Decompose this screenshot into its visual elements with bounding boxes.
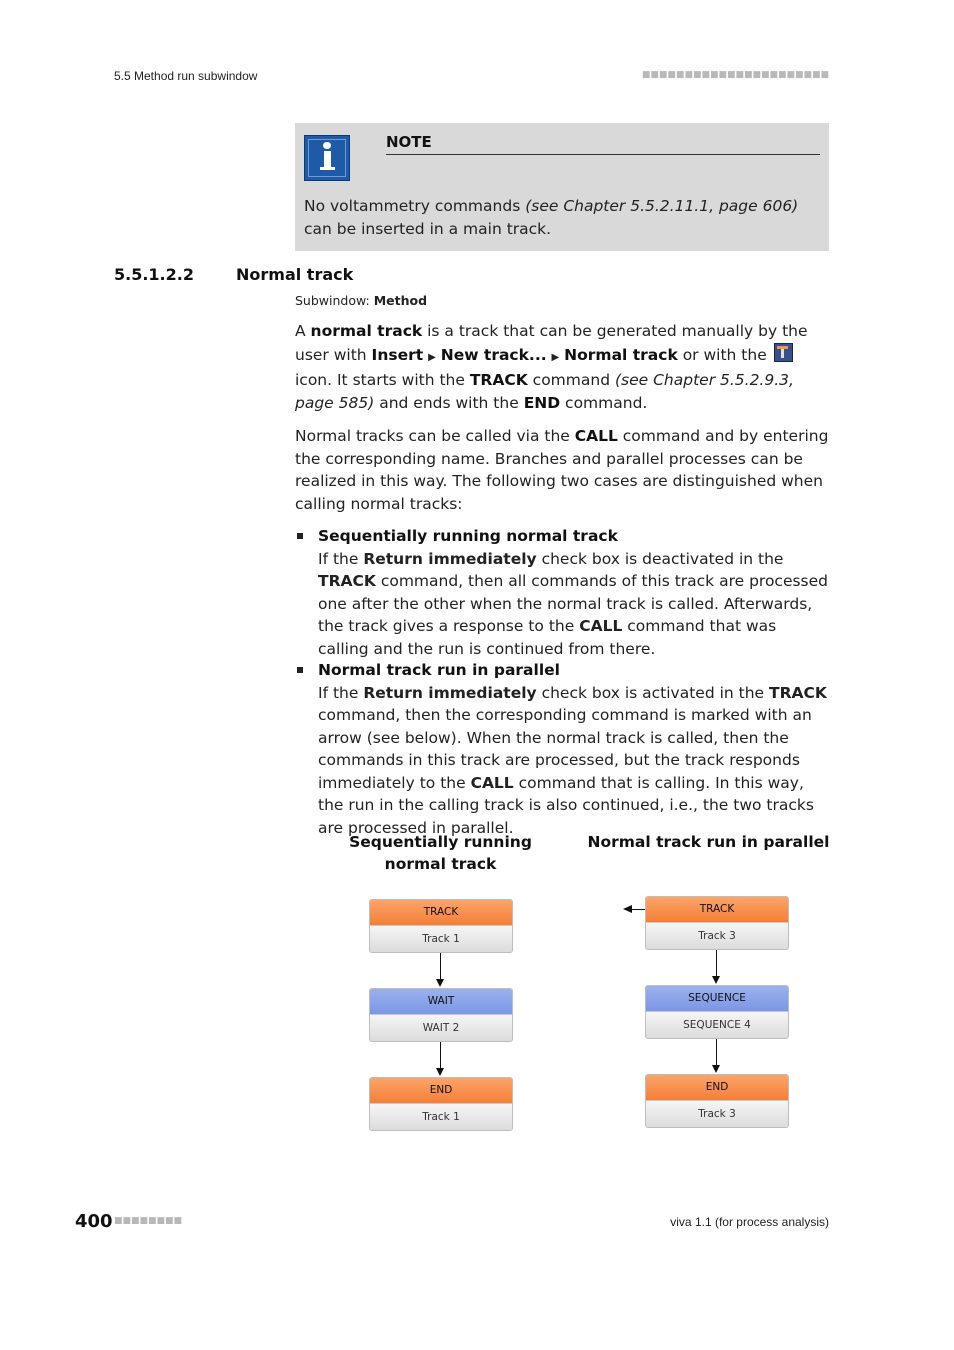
note-text: No voltammetry commands (see Chapter 5.5.2.11.1, page 606) can be inserted in a main track. <box>304 197 799 238</box>
flow-box-track[interactable]: TRACK Track 3 <box>645 896 789 950</box>
paragraph-call: Normal tracks can be called via the CALL command and by entering the corresponding name. Branches and parallel processes can be realized in this way. The following two cases are distinguished when calling normal tracks: <box>295 427 829 513</box>
paragraph-intro: A normal track is a track that can be generated manually by the user with Insert ▶ New track... ▶ Normal track or with the icon. It starts with the TRACK command (see Chapter 5.5.2.9.3, page 585) and ends with the END command. <box>295 322 808 412</box>
flow-connector <box>440 1042 441 1069</box>
section-title: Normal track <box>236 265 354 284</box>
menu-arrow-icon: ▶ <box>551 351 560 363</box>
note-title: NOTE <box>386 133 820 155</box>
section-number: 5.5.1.2.2 <box>114 265 194 284</box>
arrow-down-icon <box>436 1068 444 1076</box>
menu-new-track: New track... <box>440 345 547 364</box>
track-chapter-link[interactable]: (see Chapter 5.5.2.9.3, page 585) <box>295 371 794 412</box>
flow-box-track[interactable]: TRACK Track 1 <box>369 899 513 953</box>
note-box <box>295 123 829 251</box>
header-dots: ■■■■■■■■■■■■■■■■■■■■■■ <box>641 70 829 80</box>
bullet-parallel: Normal track run in parallel If the Return immediately check box is activated in the TRACK command, then the corresponding command is marked with an arrow (see below). When the normal track is called, then the commands in this track are processed, but the track responds immediately to the CALL command that is calling. In this way, the run in the calling track is also continued, i.e., the two tracks are processed in parallel. <box>318 659 830 839</box>
running-header: 5.5 Method run subwindow <box>114 69 258 83</box>
flow-box-sequence[interactable]: SEQUENCE SEQUENCE 4 <box>645 985 789 1039</box>
flow-connector <box>716 950 717 977</box>
return-arrow-line <box>630 909 646 910</box>
arrow-down-icon <box>712 1065 720 1073</box>
menu-arrow-icon: ▶ <box>428 351 436 363</box>
flow-box-end[interactable]: END Track 1 <box>369 1077 513 1131</box>
flow-box-end[interactable]: END Track 3 <box>645 1074 789 1128</box>
flow-connector <box>716 1039 717 1066</box>
info-icon <box>304 135 350 181</box>
flow-box-wait[interactable]: WAIT WAIT 2 <box>369 988 513 1042</box>
bullet-sequential: Sequentially running normal track If the Return immediately check box is deactivated in the TRACK command, then all commands of this track are processed one after the other when the normal track is called. Afterwards, the track gives a response to the CALL command that was calling and the run is continued from there. <box>318 527 829 658</box>
bullet-heading: Sequentially running normal track <box>318 527 618 545</box>
bullet-marker <box>297 533 303 539</box>
bullet-heading: Normal track run in parallel <box>318 661 560 679</box>
menu-normal-track: Normal track <box>564 345 678 364</box>
normal-track-icon <box>774 343 793 362</box>
caption-parallel: Normal track run in parallel <box>587 833 830 851</box>
subwindow-value: Method <box>373 293 428 308</box>
arrow-down-icon <box>712 976 720 984</box>
subwindow-line: Subwindow: Method <box>295 293 428 308</box>
note-chapter-link[interactable]: (see Chapter 5.5.2.11.1, page 606) <box>525 197 799 215</box>
menu-insert: Insert <box>371 345 424 364</box>
caption-sequential: Sequentially running normal track <box>349 833 532 873</box>
bullet-marker <box>297 667 303 673</box>
product-name: viva 1.1 (for process analysis) <box>670 1215 829 1229</box>
flow-connector <box>440 953 441 980</box>
footer-dots: ■■■■■■■■ <box>114 1216 183 1226</box>
arrow-down-icon <box>436 979 444 987</box>
page-number: 400 <box>75 1211 113 1232</box>
